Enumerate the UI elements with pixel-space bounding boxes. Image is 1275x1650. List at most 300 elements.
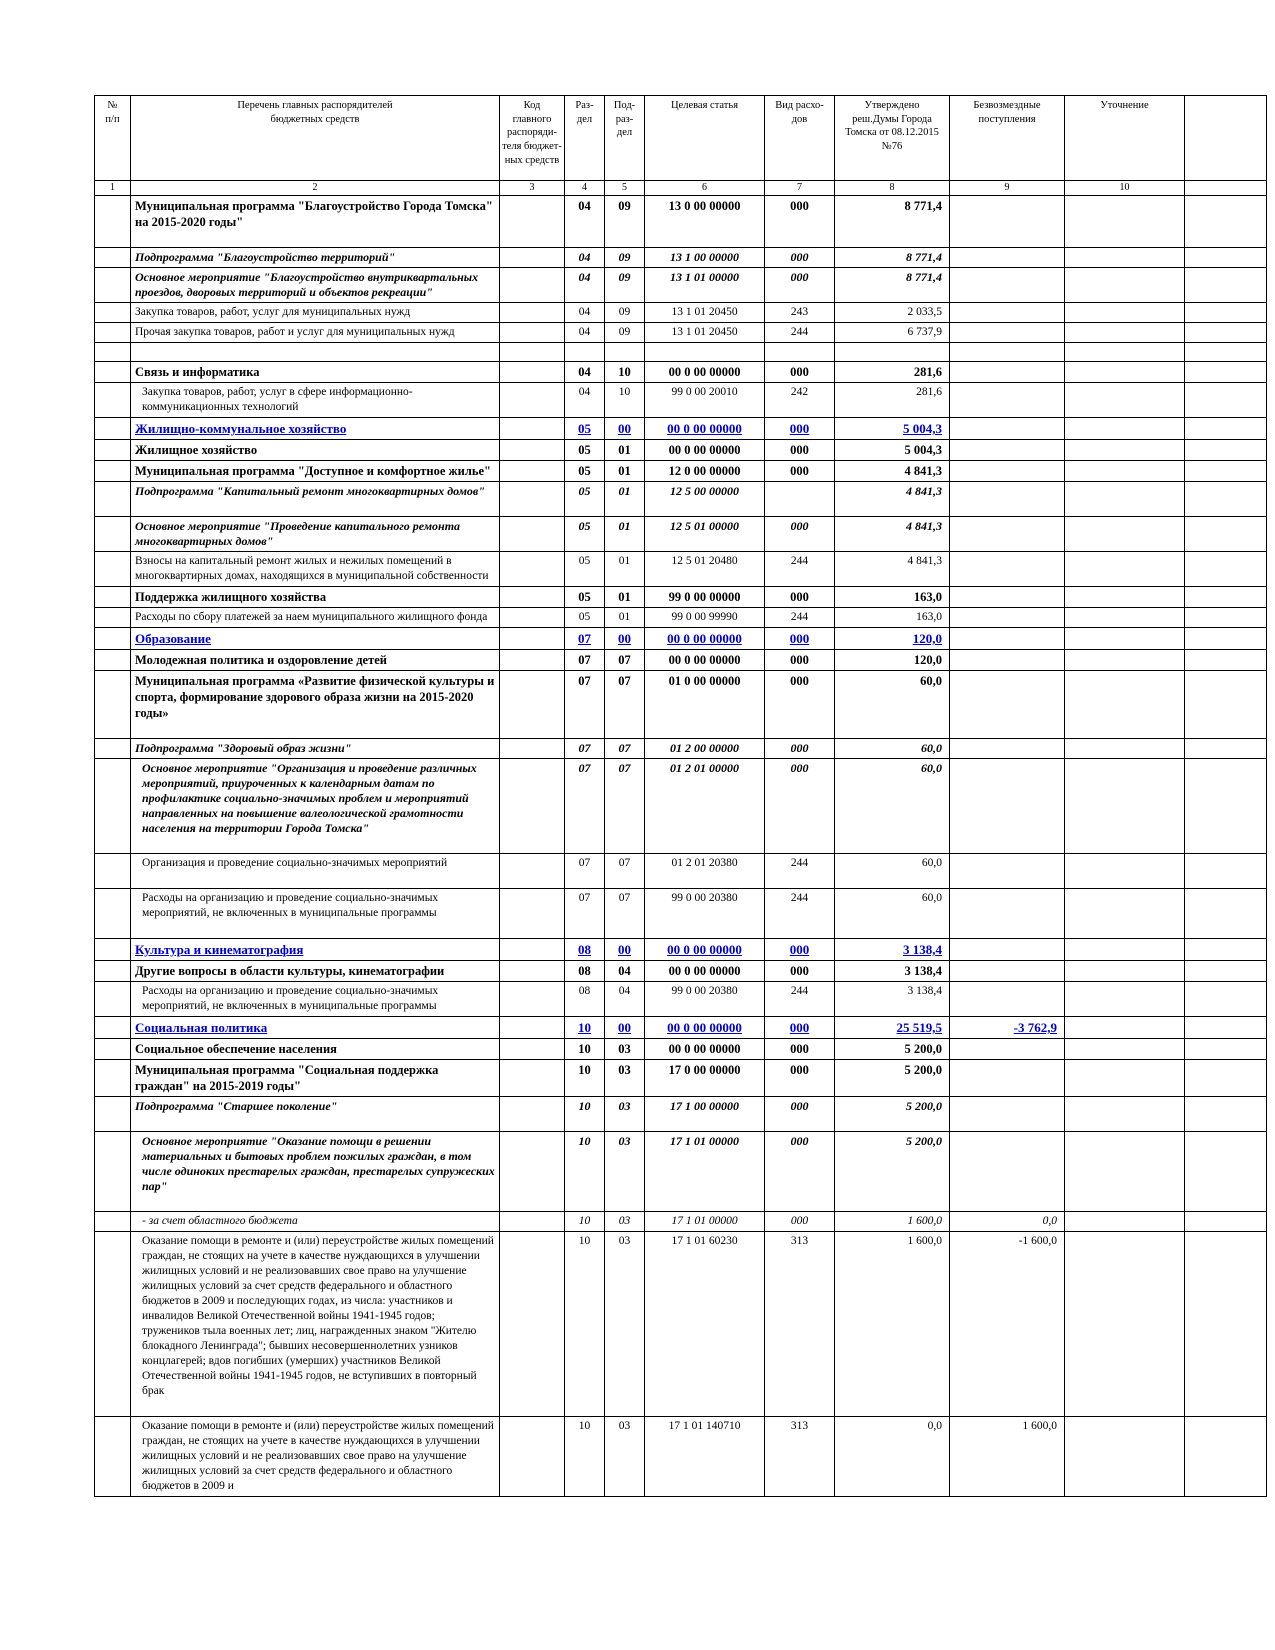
clipped-cell: [1185, 196, 1267, 248]
row-number-cell: [95, 854, 131, 889]
row-number-cell: [95, 1417, 131, 1497]
budget-row: [95, 196, 1267, 248]
target-article-cell: 99 0 00 20380: [645, 889, 765, 939]
row-number-cell: [95, 759, 131, 854]
gratuitous-cell: [950, 854, 1065, 889]
vid-raskhodov-cell: 244: [765, 552, 835, 587]
gratuitous-cell: [950, 982, 1065, 1017]
clipped-cell: [1185, 482, 1267, 517]
code-cell: [500, 303, 565, 323]
budget-row: [95, 362, 1267, 383]
approved-cell: 60,0: [835, 759, 950, 854]
name-cell: Организация и проведение социально-значимых мероприятий: [131, 854, 500, 889]
target-article-cell: 99 0 00 99990: [645, 608, 765, 628]
budget-row: [95, 268, 1267, 303]
row-number-cell: [95, 650, 131, 671]
clipped-cell: [1185, 1039, 1267, 1060]
approved-cell: 120,0: [835, 628, 950, 650]
column-number: 7: [765, 181, 835, 196]
budget-row: [95, 482, 1267, 517]
approved-cell: 163,0: [835, 608, 950, 628]
name-cell: Расходы по сбору платежей за наем муниципального жилищного фонда: [131, 608, 500, 628]
podrazdel-cell: 00: [605, 418, 645, 440]
razdel-cell: 05: [565, 440, 605, 461]
budget-row: [95, 1417, 1267, 1497]
gratuitous-cell: [950, 650, 1065, 671]
clarification-cell: [1065, 854, 1185, 889]
podrazdel-cell: 04: [605, 961, 645, 982]
gratuitous-cell: [950, 418, 1065, 440]
row-number-cell: [95, 1212, 131, 1232]
row-number-cell: [95, 1097, 131, 1132]
vid-raskhodov-cell: 000: [765, 1039, 835, 1060]
gratuitous-cell: [950, 671, 1065, 739]
razdel-cell: 07: [565, 759, 605, 854]
target-article-cell: 17 1 01 60230: [645, 1232, 765, 1417]
name-cell: Расходы на организацию и проведение социально-значимых мероприятий, не включенных в муниципальные программы: [131, 982, 500, 1017]
clarification-cell: [1065, 440, 1185, 461]
name-cell: Муниципальная программа "Социальная поддержка граждан" на 2015-2019 годы": [131, 1060, 500, 1097]
row-number-cell: [95, 383, 131, 418]
code-cell: [500, 461, 565, 482]
clipped-cell: [1185, 383, 1267, 418]
target-article-cell: 00 0 00 00000: [645, 628, 765, 650]
razdel-cell: 04: [565, 268, 605, 303]
name-cell: Основное мероприятие "Благоустройство внутриквартальных проездов, дворовых территорий и объектов рекреации": [131, 268, 500, 303]
code-cell: [500, 1097, 565, 1132]
clipped-cell: [1185, 552, 1267, 587]
name-cell: Другие вопросы в области культуры, кинематографии: [131, 961, 500, 982]
clarification-cell: [1065, 268, 1185, 303]
name-cell: Жилищное хозяйство: [131, 440, 500, 461]
razdel-cell: 08: [565, 961, 605, 982]
clarification-cell: [1065, 552, 1185, 587]
vid-raskhodov-cell: 000: [765, 196, 835, 248]
vid-raskhodov-cell: 000: [765, 418, 835, 440]
clarification-cell: [1065, 939, 1185, 961]
target-article-cell: 01 2 00 00000: [645, 739, 765, 759]
podrazdel-cell: 03: [605, 1212, 645, 1232]
approved-cell: 8 771,4: [835, 268, 950, 303]
column-number-clipped: [1185, 181, 1267, 196]
vid-raskhodov-cell: 000: [765, 1017, 835, 1039]
gratuitous-cell: -3 762,9: [950, 1017, 1065, 1039]
approved-cell: 60,0: [835, 854, 950, 889]
budget-row: [95, 440, 1267, 461]
clipped-cell: [1185, 1060, 1267, 1097]
gratuitous-cell: [950, 759, 1065, 854]
podrazdel-cell: 01: [605, 552, 645, 587]
approved-cell: 3 138,4: [835, 961, 950, 982]
approved-cell: 1 600,0: [835, 1212, 950, 1232]
budget-row: [95, 854, 1267, 889]
name-cell: Прочая закупка товаров, работ и услуг для муниципальных нужд: [131, 323, 500, 343]
podrazdel-cell: 03: [605, 1232, 645, 1417]
name-cell: Взносы на капитальный ремонт жилых и нежилых помещений в многоквартирных домах, находящихся в муниципальной собственности: [131, 552, 500, 587]
vid-raskhodov-cell: [765, 343, 835, 362]
row-number-cell: [95, 418, 131, 440]
podrazdel-cell: 03: [605, 1417, 645, 1497]
gratuitous-cell: [950, 587, 1065, 608]
clarification-cell: [1065, 517, 1185, 552]
podrazdel-cell: 07: [605, 650, 645, 671]
target-article-cell: 01 0 00 00000: [645, 671, 765, 739]
target-article-cell: 00 0 00 00000: [645, 362, 765, 383]
clarification-cell: [1065, 628, 1185, 650]
code-cell: [500, 517, 565, 552]
name-cell: Основное мероприятие "Проведение капитального ремонта многоквартирных домов": [131, 517, 500, 552]
vid-raskhodov-cell: 000: [765, 1060, 835, 1097]
column-number: 1: [95, 181, 131, 196]
razdel-cell: 07: [565, 671, 605, 739]
razdel-cell: 10: [565, 1232, 605, 1417]
gratuitous-cell: [950, 268, 1065, 303]
code-cell: [500, 854, 565, 889]
name-cell: Муниципальная программа «Развитие физической культуры и спорта, формирование здорового образа жизни на 2015-2020 годы»: [131, 671, 500, 739]
clipped-cell: [1185, 650, 1267, 671]
target-article-cell: 13 1 01 00000: [645, 268, 765, 303]
target-article-cell: 12 5 00 00000: [645, 482, 765, 517]
clipped-cell: [1185, 628, 1267, 650]
clarification-cell: [1065, 671, 1185, 739]
clipped-cell: [1185, 1017, 1267, 1039]
clarification-cell: [1065, 982, 1185, 1017]
target-article-cell: 00 0 00 00000: [645, 650, 765, 671]
razdel-cell: 10: [565, 1060, 605, 1097]
razdel-cell: 10: [565, 1417, 605, 1497]
target-article-cell: 13 1 01 20450: [645, 303, 765, 323]
gratuitous-cell: -1 600,0: [950, 1232, 1065, 1417]
podrazdel-cell: 03: [605, 1097, 645, 1132]
clipped-cell: [1185, 418, 1267, 440]
row-number-cell: [95, 1039, 131, 1060]
target-article-cell: 17 1 00 00000: [645, 1097, 765, 1132]
podrazdel-cell: 04: [605, 982, 645, 1017]
razdel-cell: 07: [565, 650, 605, 671]
row-number-cell: [95, 1017, 131, 1039]
approved-cell: 5 004,3: [835, 418, 950, 440]
code-cell: [500, 889, 565, 939]
vid-raskhodov-cell: 000: [765, 440, 835, 461]
row-number-cell: [95, 739, 131, 759]
approved-cell: 1 600,0: [835, 1232, 950, 1417]
row-number-cell: [95, 440, 131, 461]
clipped-cell: [1185, 362, 1267, 383]
gratuitous-cell: [950, 323, 1065, 343]
code-cell: [500, 268, 565, 303]
code-cell: [500, 323, 565, 343]
vid-raskhodov-cell: 000: [765, 671, 835, 739]
clarification-cell: [1065, 889, 1185, 939]
approved-cell: 2 033,5: [835, 303, 950, 323]
podrazdel-cell: 03: [605, 1060, 645, 1097]
clipped-cell: [1185, 939, 1267, 961]
gratuitous-cell: [950, 739, 1065, 759]
approved-cell: 4 841,3: [835, 552, 950, 587]
budget-row: [95, 608, 1267, 628]
name-cell: Основное мероприятие "Оказание помощи в решении материальных и бытовых проблем пожилых граждан, в том числе одиноких престарелых граждан, престарелых супружеских пар": [131, 1132, 500, 1212]
name-cell: Подпрограмма "Здоровый образ жизни": [131, 739, 500, 759]
gratuitous-cell: [950, 961, 1065, 982]
podrazdel-cell: 00: [605, 628, 645, 650]
vid-raskhodov-cell: 000: [765, 248, 835, 268]
clipped-cell: [1185, 461, 1267, 482]
podrazdel-cell: 01: [605, 482, 645, 517]
podrazdel-cell: 10: [605, 362, 645, 383]
code-cell: [500, 343, 565, 362]
razdel-cell: 08: [565, 939, 605, 961]
razdel-cell: 05: [565, 608, 605, 628]
clarification-cell: [1065, 759, 1185, 854]
row-number-cell: [95, 889, 131, 939]
clarification-cell: [1065, 1132, 1185, 1212]
code-cell: [500, 1417, 565, 1497]
budget-row: [95, 1060, 1267, 1097]
budget-row: [95, 323, 1267, 343]
razdel-cell: 05: [565, 418, 605, 440]
clarification-cell: [1065, 1097, 1185, 1132]
clarification-cell: [1065, 418, 1185, 440]
code-cell: [500, 552, 565, 587]
row-number-cell: [95, 343, 131, 362]
header-podrazdel: Под- раз- дел: [605, 96, 645, 181]
name-cell: Подпрограмма "Старшее поколение": [131, 1097, 500, 1132]
name-cell: Образование: [131, 628, 500, 650]
podrazdel-cell: 09: [605, 248, 645, 268]
gratuitous-cell: [950, 461, 1065, 482]
razdel-cell: 07: [565, 889, 605, 939]
name-cell: Муниципальная программа "Доступное и комфортное жилье": [131, 461, 500, 482]
razdel-cell: 07: [565, 854, 605, 889]
code-cell: [500, 608, 565, 628]
podrazdel-cell: 00: [605, 939, 645, 961]
clipped-cell: [1185, 1212, 1267, 1232]
vid-raskhodov-cell: [765, 482, 835, 517]
vid-raskhodov-cell: 000: [765, 461, 835, 482]
clarification-cell: [1065, 1060, 1185, 1097]
target-article-cell: 13 0 00 00000: [645, 196, 765, 248]
clarification-cell: [1065, 608, 1185, 628]
razdel-cell: 04: [565, 303, 605, 323]
approved-cell: 120,0: [835, 650, 950, 671]
row-number-cell: [95, 1060, 131, 1097]
razdel-cell: 04: [565, 383, 605, 418]
gratuitous-cell: 0,0: [950, 1212, 1065, 1232]
approved-cell: 60,0: [835, 739, 950, 759]
budget-row: [95, 939, 1267, 961]
clipped-cell: [1185, 440, 1267, 461]
budget-row: [95, 303, 1267, 323]
razdel-cell: 10: [565, 1097, 605, 1132]
target-article-cell: 00 0 00 00000: [645, 1017, 765, 1039]
clipped-cell: [1185, 608, 1267, 628]
approved-cell: 5 200,0: [835, 1097, 950, 1132]
budget-row: [95, 671, 1267, 739]
name-cell: Оказание помощи в ремонте и (или) переустройстве жилых помещений граждан, не стоящих на учете в качестве нуждающихся в улучшении жилищных условий и не реализовавших свое право на улучшение жилищных условий за счет средств федерального и областного бюджетов в 2009 и: [131, 1417, 500, 1497]
clipped-cell: [1185, 248, 1267, 268]
row-number-cell: [95, 482, 131, 517]
vid-raskhodov-cell: 000: [765, 1132, 835, 1212]
gratuitous-cell: [950, 552, 1065, 587]
row-number-cell: [95, 939, 131, 961]
gratuitous-cell: [950, 1132, 1065, 1212]
approved-cell: 0,0: [835, 1417, 950, 1497]
podrazdel-cell: 01: [605, 461, 645, 482]
budget-row: [95, 1232, 1267, 1417]
code-cell: [500, 671, 565, 739]
header-approved: Утверждено реш.Думы Города Томска от 08.12.2015 №76: [835, 96, 950, 181]
header-num: № п/п: [95, 96, 131, 181]
podrazdel-cell: 03: [605, 1039, 645, 1060]
gratuitous-cell: [950, 628, 1065, 650]
gratuitous-cell: [950, 343, 1065, 362]
clarification-cell: [1065, 1417, 1185, 1497]
budget-row: [95, 628, 1267, 650]
razdel-cell: 07: [565, 739, 605, 759]
podrazdel-cell: 01: [605, 440, 645, 461]
approved-cell: [835, 343, 950, 362]
name-cell: [131, 343, 500, 362]
razdel-cell: 05: [565, 461, 605, 482]
approved-cell: 281,6: [835, 383, 950, 418]
code-cell: [500, 759, 565, 854]
clarification-cell: [1065, 1212, 1185, 1232]
podrazdel-cell: 07: [605, 739, 645, 759]
code-cell: [500, 1060, 565, 1097]
gratuitous-cell: [950, 362, 1065, 383]
target-article-cell: 99 0 00 20380: [645, 982, 765, 1017]
target-article-cell: 17 1 01 140710: [645, 1417, 765, 1497]
column-number: 5: [605, 181, 645, 196]
spacer-row: [95, 343, 1267, 362]
code-cell: [500, 1132, 565, 1212]
code-cell: [500, 739, 565, 759]
gratuitous-cell: [950, 1039, 1065, 1060]
podrazdel-cell: 00: [605, 1017, 645, 1039]
name-cell: Подпрограмма "Благоустройство территорий": [131, 248, 500, 268]
row-number-cell: [95, 248, 131, 268]
clipped-cell: [1185, 1097, 1267, 1132]
gratuitous-cell: [950, 1097, 1065, 1132]
code-cell: [500, 1017, 565, 1039]
clipped-cell: [1185, 1232, 1267, 1417]
name-cell: Закупка товаров, работ, услуг в сфере информационно-коммуникационных технологий: [131, 383, 500, 418]
clipped-cell: [1185, 671, 1267, 739]
name-cell: Расходы на организацию и проведение социально-значимых мероприятий, не включенных в муниципальные программы: [131, 889, 500, 939]
header-row: [95, 96, 1267, 181]
clarification-cell: [1065, 323, 1185, 343]
name-cell: Закупка товаров, работ, услуг для муниципальных нужд: [131, 303, 500, 323]
code-cell: [500, 1212, 565, 1232]
row-number-cell: [95, 323, 131, 343]
vid-raskhodov-cell: 000: [765, 1212, 835, 1232]
clarification-cell: [1065, 482, 1185, 517]
budget-row: [95, 517, 1267, 552]
approved-cell: 5 200,0: [835, 1039, 950, 1060]
approved-cell: 25 519,5: [835, 1017, 950, 1039]
razdel-cell: 05: [565, 552, 605, 587]
header-gratuitous: Безвозмездные поступления: [950, 96, 1065, 181]
column-number: 9: [950, 181, 1065, 196]
approved-cell: 60,0: [835, 889, 950, 939]
clarification-cell: [1065, 343, 1185, 362]
razdel-cell: 05: [565, 517, 605, 552]
podrazdel-cell: 10: [605, 383, 645, 418]
name-cell: Социальное обеспечение населения: [131, 1039, 500, 1060]
code-cell: [500, 961, 565, 982]
podrazdel-cell: 03: [605, 1132, 645, 1212]
approved-cell: 4 841,3: [835, 517, 950, 552]
approved-cell: 3 138,4: [835, 939, 950, 961]
name-cell: Молодежная политика и оздоровление детей: [131, 650, 500, 671]
code-cell: [500, 482, 565, 517]
clarification-cell: [1065, 587, 1185, 608]
podrazdel-cell: 01: [605, 517, 645, 552]
vid-raskhodov-cell: 242: [765, 383, 835, 418]
clipped-cell: [1185, 889, 1267, 939]
vid-raskhodov-cell: 244: [765, 889, 835, 939]
column-number: 2: [131, 181, 500, 196]
target-article-cell: 00 0 00 00000: [645, 1039, 765, 1060]
vid-raskhodov-cell: 313: [765, 1417, 835, 1497]
clarification-cell: [1065, 650, 1185, 671]
clarification-cell: [1065, 248, 1185, 268]
target-article-cell: 01 2 01 20380: [645, 854, 765, 889]
gratuitous-cell: [950, 248, 1065, 268]
podrazdel-cell: 07: [605, 671, 645, 739]
budget-row: [95, 1039, 1267, 1060]
code-cell: [500, 939, 565, 961]
clipped-cell: [1185, 343, 1267, 362]
clarification-cell: [1065, 196, 1185, 248]
code-cell: [500, 362, 565, 383]
approved-cell: 4 841,3: [835, 461, 950, 482]
budget-row: [95, 650, 1267, 671]
name-cell: Подпрограмма "Капитальный ремонт многоквартирных домов": [131, 482, 500, 517]
row-number-cell: [95, 982, 131, 1017]
approved-cell: 4 841,3: [835, 482, 950, 517]
podrazdel-cell: 09: [605, 268, 645, 303]
row-number-cell: [95, 362, 131, 383]
vid-raskhodov-cell: 000: [765, 362, 835, 383]
name-cell: Муниципальная программа "Благоустройство Города Томска" на 2015-2020 годы": [131, 196, 500, 248]
clipped-cell: [1185, 1417, 1267, 1497]
budget-row: [95, 418, 1267, 440]
budget-row: [95, 889, 1267, 939]
vid-raskhodov-cell: 000: [765, 268, 835, 303]
budget-row: [95, 461, 1267, 482]
name-cell: Основное мероприятие "Организация и проведение различных мероприятий, приуроченных к календарным датам по профилактике социально-значимых проблем и мероприятий направленных на повышение валеологической грамотности населения на территории Города Томска": [131, 759, 500, 854]
razdel-cell: 10: [565, 1017, 605, 1039]
approved-cell: 60,0: [835, 671, 950, 739]
name-cell: Социальная политика: [131, 1017, 500, 1039]
vid-raskhodov-cell: 000: [765, 939, 835, 961]
name-cell: Оказание помощи в ремонте и (или) переустройстве жилых помещений граждан, не стоящих на учете в качестве нуждающихся в улучшении жилищных условий и не реализовавших свое право на улучшение жилищных условий за счет средств федерального и областного бюджетов в 2009 и последующих годах, из числа: участников и инвалидов Великой Отечественной войны 1941-1945 годов; тружеников тыла военных лет; лиц, награжденных знаком "Жителю блокадного Ленинграда"; бывших несовершеннолетних узников концлагерей; вдов погибших (умерших) участников Великой Отечественной войны 1941-1945 годов, не вступивших в повторный брак: [131, 1232, 500, 1417]
target-article-cell: 01 2 01 00000: [645, 759, 765, 854]
razdel-cell: 04: [565, 248, 605, 268]
clipped-cell: [1185, 323, 1267, 343]
podrazdel-cell: 09: [605, 303, 645, 323]
budget-row: [95, 1212, 1267, 1232]
razdel-cell: 07: [565, 628, 605, 650]
gratuitous-cell: [950, 608, 1065, 628]
code-cell: [500, 383, 565, 418]
header-code: Код главного распоряди- теля бюджет- ных средств: [500, 96, 565, 181]
code-cell: [500, 982, 565, 1017]
podrazdel-cell: 09: [605, 323, 645, 343]
clipped-cell: [1185, 517, 1267, 552]
column-number: 8: [835, 181, 950, 196]
